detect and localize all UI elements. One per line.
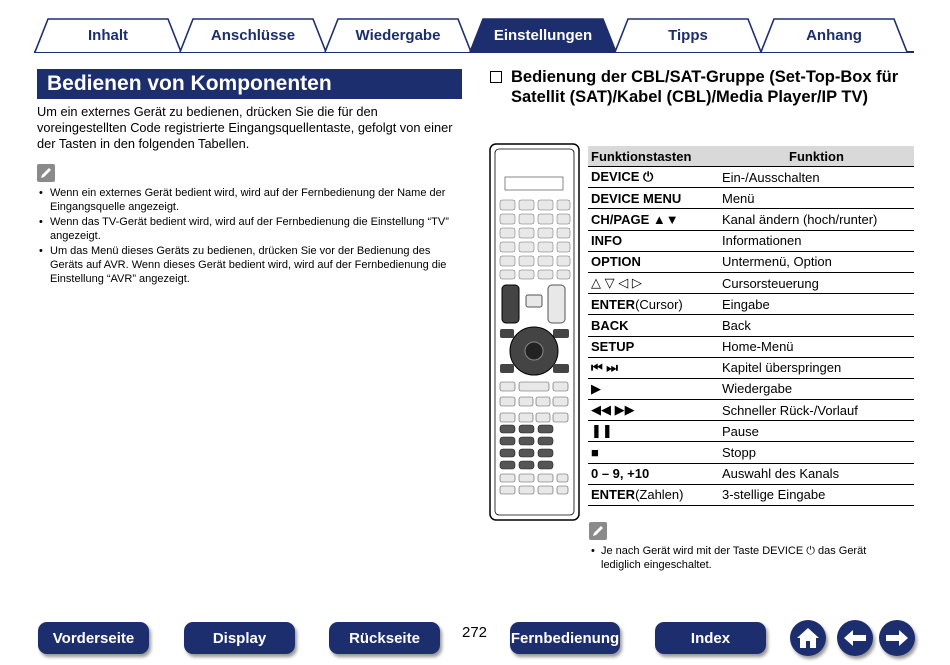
- front-panel-button[interactable]: Vorderseite: [38, 622, 149, 654]
- tab-label: Tipps: [668, 26, 708, 44]
- function-key-qualifier: (Cursor): [635, 296, 683, 312]
- function-key-cell: [588, 357, 719, 378]
- function-key-label: ■: [591, 445, 599, 461]
- function-key-cell: [588, 421, 719, 442]
- function-key-label: ENTER: [591, 296, 636, 312]
- function-key-cell: [588, 167, 719, 188]
- table-row: [588, 484, 914, 505]
- tab-label: Anschlüsse: [210, 26, 296, 44]
- function-key-cell: [588, 442, 719, 463]
- device-note-list: [589, 544, 909, 572]
- function-keys-table: [588, 146, 914, 506]
- table-row: [588, 378, 914, 399]
- function-key-cell: [588, 188, 719, 209]
- subsection-title: Bedienung der CBL/SAT-Gruppe (Set-Top-Box für Satellit (SAT)/Kabel (CBL)/Media Player/IP TV): [490, 68, 920, 107]
- table-row: [588, 421, 914, 442]
- function-description-cell: Schneller Rück-/Vorlauf: [719, 400, 914, 421]
- function-description-cell: Kapitel überspringen: [719, 357, 914, 378]
- function-key-label: ◀◀ ▶▶: [591, 402, 635, 418]
- function-key-cell: [588, 251, 719, 272]
- table-row: [588, 336, 914, 357]
- index-button[interactable]: Index: [655, 622, 766, 654]
- function-description-cell: Ein-/Ausschalten: [719, 167, 914, 188]
- function-key-cell: [588, 378, 719, 399]
- function-key-cell: [588, 463, 719, 484]
- table-row: [588, 315, 914, 336]
- intro-text: Um ein externes Gerät zu bedienen, drücken Sie die für den voreingestellten Code registrierte Eingangsquellentaste, gefolgt von einer der Tasten in den folgenden Tabellen.: [37, 104, 453, 151]
- function-key-label: DEVICE MENU: [591, 190, 682, 206]
- function-key-label: DEVICE ⏻: [591, 169, 654, 185]
- table-header-row: [588, 146, 914, 167]
- note-item: • Um das Menü dieses Geräts zu bedienen, drücken Sie vor der Bedienung des Geräts auf AVR. Wenn dieses Gerät bedient wird, wird auf der Fernbedienung die Einstellung “AVR” angezeigt.: [37, 244, 465, 286]
- table-row: [588, 209, 914, 230]
- tab-einstellungen[interactable]: [469, 18, 617, 52]
- function-key-cell: [588, 294, 719, 315]
- tab-label: Wiedergabe: [355, 26, 441, 44]
- rear-panel-button[interactable]: Rückseite: [329, 622, 440, 654]
- function-key-label: INFO: [591, 233, 623, 249]
- function-key-label: △ ▽ ◁ ▷: [591, 275, 642, 291]
- function-description-cell: Kanal ändern (hoch/runter): [719, 209, 914, 230]
- tab-label: Einstellungen: [493, 26, 593, 44]
- table-row: [588, 357, 914, 378]
- table-row: [588, 442, 914, 463]
- function-key-cell: [588, 400, 719, 421]
- tab-anschluesse[interactable]: [179, 18, 327, 52]
- note-item: • Je nach Gerät wird mit der Taste DEVICE ⏻ das Gerät lediglich eingeschaltet.: [589, 544, 909, 572]
- arrow-left-icon[interactable]: [837, 620, 873, 656]
- tab-anhang[interactable]: [760, 18, 908, 52]
- top-tab-bar: [0, 0, 950, 56]
- function-key-label: CH/PAGE ▲▼: [591, 211, 679, 227]
- function-key-qualifier: (Zahlen): [635, 487, 684, 503]
- pencil-icon: [589, 522, 607, 540]
- function-description-cell: Wiedergabe: [719, 378, 914, 399]
- function-key-label: 0 – 9, +10: [591, 466, 650, 482]
- function-description-cell: Untermenü, Option: [719, 251, 914, 272]
- home-icon[interactable]: [790, 620, 826, 656]
- note-item: • Wenn das TV-Gerät bedient wird, wird auf der Fernbedienung die Einstellung “TV” angezeigt.: [37, 215, 465, 243]
- table-row: [588, 251, 914, 272]
- function-key-label: SETUP: [591, 339, 635, 355]
- function-key-cell: [588, 230, 719, 251]
- table-row: [588, 400, 914, 421]
- function-key-cell: [588, 315, 719, 336]
- function-key-cell: [588, 484, 719, 505]
- table-row: [588, 272, 914, 293]
- function-description-cell: Back: [719, 315, 914, 336]
- page-number: 272: [462, 624, 488, 641]
- function-key-label: ▶: [591, 380, 601, 396]
- remote-control-button[interactable]: Fernbedienung: [510, 622, 620, 654]
- function-description-cell: Cursorsteuerung: [719, 272, 914, 293]
- function-description-cell: Menü: [719, 188, 914, 209]
- header-function: Funktion: [719, 146, 914, 167]
- tab-inhalt[interactable]: [34, 18, 182, 52]
- table-row: [588, 230, 914, 251]
- function-description-cell: Informationen: [719, 230, 914, 251]
- checkbox-icon: [490, 71, 502, 83]
- function-description-cell: Auswahl des Kanals: [719, 463, 914, 484]
- function-key-cell: [588, 272, 719, 293]
- tab-label: Anhang: [806, 26, 862, 44]
- function-description-cell: Home-Menü: [719, 336, 914, 357]
- function-description-cell: 3-stellige Eingabe: [719, 484, 914, 505]
- tab-wiedergabe[interactable]: [324, 18, 472, 52]
- tab-tipps[interactable]: [614, 18, 762, 52]
- function-key-label: BACK: [591, 317, 629, 333]
- function-description-cell: Pause: [719, 421, 914, 442]
- function-key-cell: [588, 336, 719, 357]
- arrow-right-icon[interactable]: [879, 620, 915, 656]
- function-key-label: OPTION: [591, 254, 641, 270]
- table-row: [588, 294, 914, 315]
- function-description-cell: Eingabe: [719, 294, 914, 315]
- table-row: [588, 188, 914, 209]
- function-key-label: ⏮ ⏭: [591, 359, 619, 375]
- note-item: • Wenn ein externes Gerät bedient wird, wird auf der Fernbedienung der Name der Eingangsquelle angezeigt.: [37, 186, 465, 214]
- display-button[interactable]: Display: [184, 622, 295, 654]
- function-key-cell: [588, 209, 719, 230]
- notes-list: [37, 186, 465, 287]
- function-description-cell: Stopp: [719, 442, 914, 463]
- pencil-icon: [37, 164, 55, 182]
- section-title: Bedienen von Komponenten: [37, 69, 462, 99]
- table-row: [588, 167, 914, 188]
- remote-control-illustration: [489, 143, 580, 521]
- table-row: [588, 463, 914, 484]
- function-key-label: ENTER: [591, 487, 636, 503]
- function-key-label: ❚❚: [591, 423, 613, 439]
- header-function-keys: Funktionstasten: [588, 146, 719, 167]
- tab-label: Inhalt: [88, 26, 128, 44]
